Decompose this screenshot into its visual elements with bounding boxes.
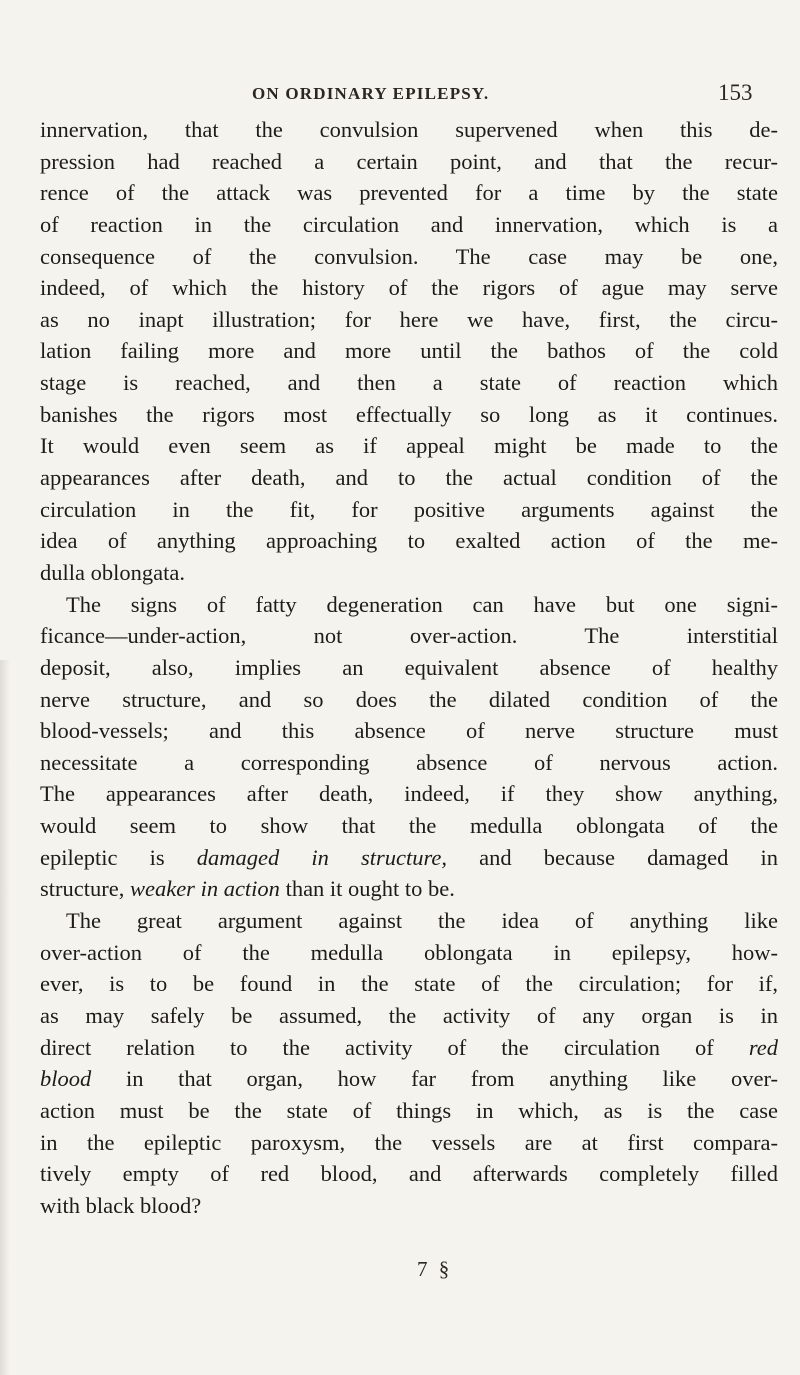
text-line: circulation in the fit, for positive arguments against the [40, 496, 778, 522]
text-line: over-action of the medulla oblongata in epilepsy, how- [40, 939, 778, 965]
text-line [40, 1032, 778, 1064]
text-segment: in that organ, how far from anything like over- [91, 1066, 778, 1092]
italic-text: blood [40, 1066, 92, 1092]
text-line: action must be the state of things in which, as is the case [40, 1097, 778, 1123]
text-line: lation failing more and more until the bathos of the cold [40, 338, 778, 364]
text-segment: than it ought to be. [279, 876, 455, 902]
text-line: appearances after death, and to the actual condition of the [40, 465, 778, 491]
text-line: It would even seem as if appeal might be made to the [40, 433, 778, 459]
text-line [40, 873, 778, 905]
text-line: indeed, of which the history of the rigors of ague may serve [40, 275, 778, 301]
text-line [40, 1063, 778, 1095]
page-edge-shadow [0, 660, 10, 1375]
text-segment: structure, [40, 876, 130, 902]
text-line: deposit, also, implies an equivalent absence of healthy [40, 654, 778, 680]
text-line: as may safely be assumed, the activity of any organ is in [40, 1002, 778, 1028]
text-line: The great argument against the idea of anything like [66, 908, 778, 934]
italic-text: red [748, 1034, 778, 1060]
text-line [40, 842, 778, 874]
text-line: tively empty of red blood, and afterwards completely filled [40, 1161, 778, 1187]
italic-text: damaged in structure, [196, 844, 448, 870]
text-line: consequence of the convulsion. The case may be one, [40, 243, 778, 269]
text-segment: direct relation to the activity of the circulation of [40, 1034, 749, 1060]
text-line: rence of the attack was prevented for a time by the state [40, 180, 778, 206]
text-line: nerve structure, and so does the dilated condition of the [40, 686, 778, 712]
text-line: innervation, that the convulsion supervened when this de- [40, 117, 778, 142]
page-number: 153 [718, 80, 753, 105]
text-line: necessitate a corresponding absence of nervous action. [40, 749, 778, 775]
text-line: of reaction in the circulation and innervation, which is a [40, 211, 778, 237]
text-line: blood-vessels; and this absence of nerve structure must [40, 718, 778, 744]
text-line: banishes the rigors most effectually so long as it continues. [40, 401, 778, 427]
text-line: ficance—under-action, not over-action. The interstitial [40, 623, 778, 649]
text-line: The appearances after death, indeed, if they show anything, [40, 781, 778, 807]
italic-text: weaker in action [129, 876, 280, 902]
body-text [40, 114, 778, 1221]
signature-mark: 7 § [417, 1257, 453, 1281]
running-head [0, 80, 800, 110]
text-line: in the epileptic paroxysm, the vessels are at first compara- [40, 1129, 778, 1155]
text-line: idea of anything approaching to exalted action of the me- [40, 528, 778, 554]
text-line: ever, is to be found in the state of the circulation; for if, [40, 971, 778, 997]
text-line: as no inapt illustration; for here we have, first, the circu- [40, 306, 778, 332]
text-line: The signs of fatty degeneration can have but one signi- [66, 591, 778, 617]
text-line: with black blood? [40, 1192, 202, 1218]
text-line: stage is reached, and then a state of reaction which [40, 370, 778, 396]
text-line: pression had reached a certain point, and that the recur- [40, 148, 778, 174]
text-line: would seem to show that the medulla oblongata of the [40, 813, 778, 839]
text-line: dulla oblongata. [40, 559, 185, 585]
text-segment: and because damaged in [447, 844, 778, 870]
running-title: ON ORDINARY EPILEPSY. [252, 84, 490, 103]
text-segment: epileptic is [40, 844, 197, 870]
